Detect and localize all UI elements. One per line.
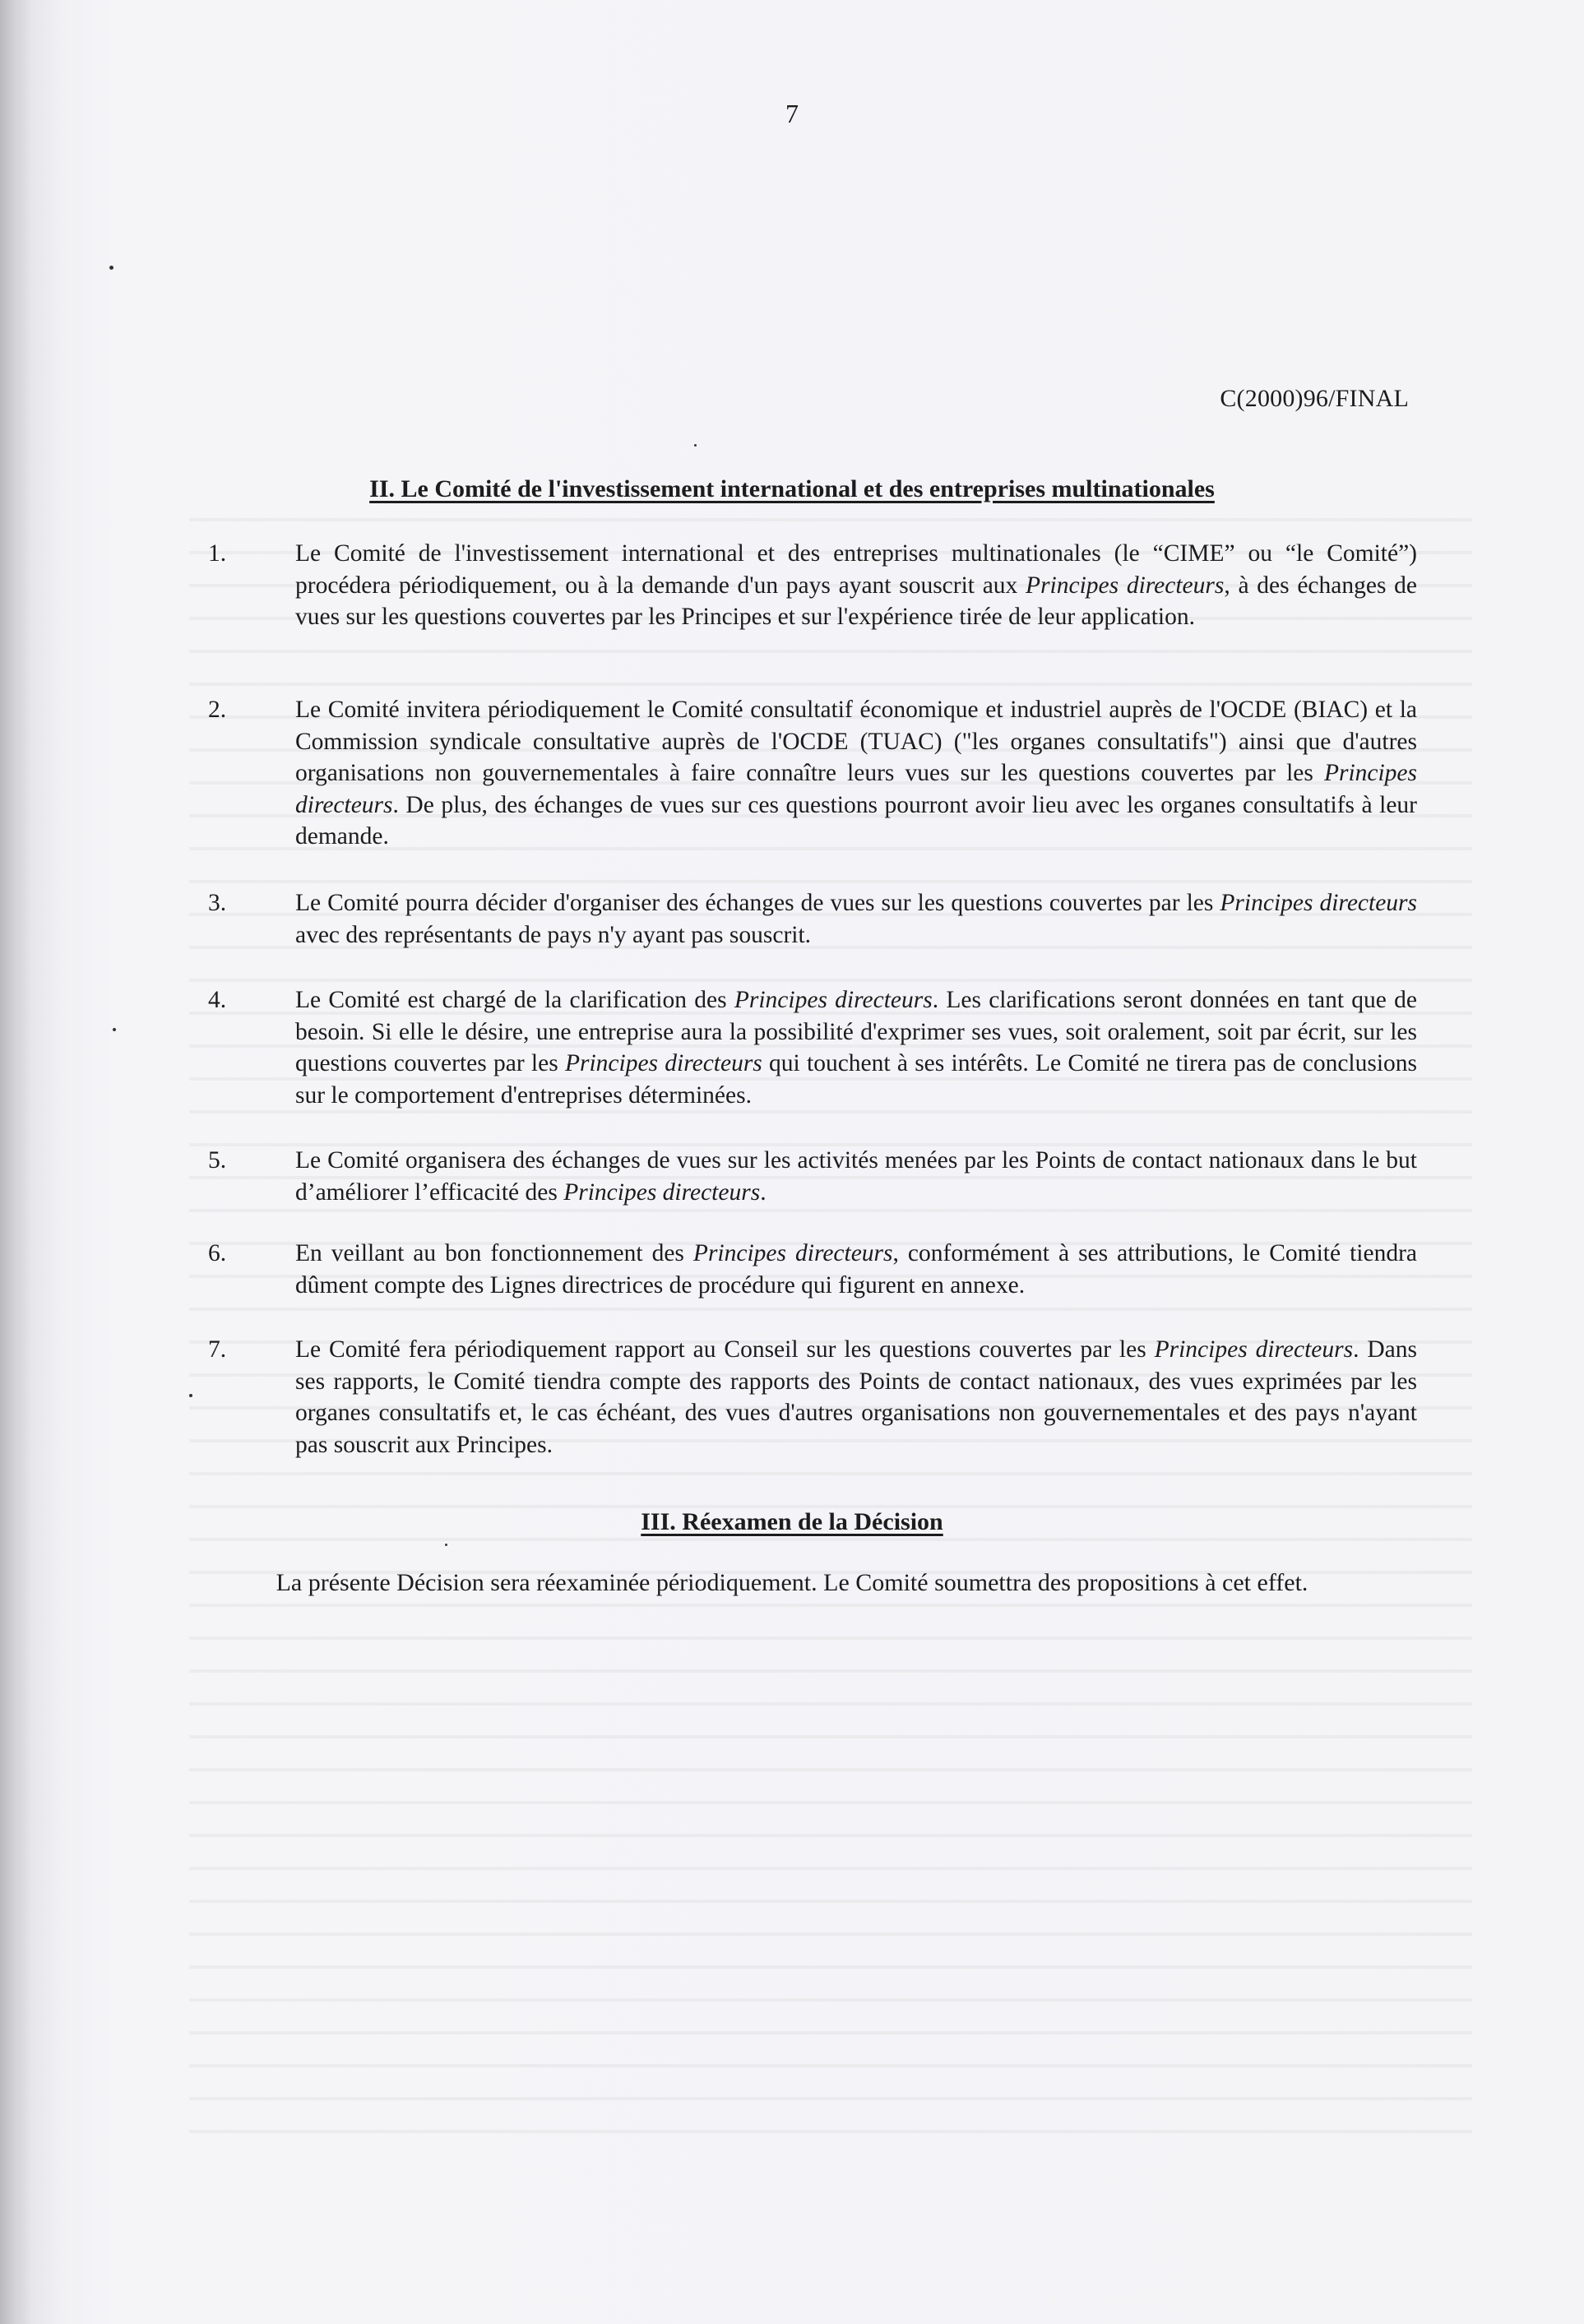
paragraph-1 <box>208 538 1417 633</box>
document-reference: C(2000)96/FINAL <box>1220 385 1409 412</box>
paragraph-6 <box>208 1238 1417 1301</box>
paragraph-5 <box>208 1145 1417 1208</box>
scan-speck <box>189 1394 192 1397</box>
paragraph-3 <box>208 887 1417 951</box>
paragraph-4 <box>208 984 1417 1111</box>
section-3-heading: III. Réexamen de la Décision <box>641 1508 943 1535</box>
paragraph-number: 7. <box>208 1336 227 1363</box>
scan-speck <box>445 1544 447 1546</box>
paragraph-text: Le Comité invitera périodiquement le Comité consultatif économique et industriel auprès de l'OCDE (BIAC) et la Commission syndicale consultative auprès de l'OCDE (TUAC) ("les organes consultatifs") ainsi que d'autres organisations non gouvernementales à faire connaître leurs vues sur les questions couvertes par les Principes directeurs. De plus, des échanges de vues sur ces questions pourront avoir lieu avec les organes consultatifs à leur demande. <box>295 697 1417 850</box>
page-number: 7 <box>785 99 799 128</box>
paragraph-number: 4. <box>208 987 227 1013</box>
paragraph-text: Le Comité de l'investissement international et des entreprises multinationales (le “CIME” ou “le Comité”) procédera périodiquement, ou à la demande d'un pays ayant souscrit aux Principes directeurs, à des échanges de vues sur les questions couvertes par les Principes et sur l'expérience tirée de leur application. <box>295 540 1418 630</box>
binding-edge-shadow <box>0 0 31 2324</box>
paragraph-number: 2. <box>208 697 227 723</box>
paragraph-text: Le Comité pourra décider d'organiser des échanges de vues sur les questions couvertes par les Principes directeurs avec des représentants de pays n'y ayant pas souscrit. <box>295 890 1418 948</box>
scan-speck <box>694 444 697 447</box>
paragraph-7 <box>208 1334 1417 1461</box>
paragraph-number: 6. <box>208 1240 227 1266</box>
paragraph-number: 5. <box>208 1147 227 1174</box>
paragraph-text: Le Comité fera périodiquement rapport au Conseil sur les questions couvertes par les Principes directeurs. Dans ses rapports, le Comité tiendra compte des rapports des Points de contact nationaux, des vues exprimées par les organes consultatifs et, le cas échéant, des vues d'autres organisations non gouvernementales et des pays n'ayant pas souscrit aux Principes. <box>295 1336 1417 1458</box>
paragraph-text: Le Comité organisera des échanges de vues sur les activités menées par les Points de contact nationaux dans le but d’améliorer l’efficacité des Principes directeurs. <box>295 1147 1417 1206</box>
paragraph-text: Le Comité est chargé de la clarification des Principes directeurs. Les clarifications seront données en tant que de besoin. Si elle le désire, une entreprise aura la possibilité d'exprimer ses vues, soit oralement, soit par écrit, sur les questions couvertes par les Principes directeurs qui touchent à ses intérêts. Le Comité ne tirera pas de conclusions sur le comportement d'entreprises déterminées. <box>295 987 1418 1109</box>
paragraph-number: 3. <box>208 890 227 916</box>
scan-speck <box>109 266 113 270</box>
review-statement: La présente Décision sera réexaminée périodiquement. Le Comité soumettra des propositions à cet effet. <box>276 1569 1308 1596</box>
paragraph-2 <box>208 694 1417 853</box>
paragraph-text: En veillant au bon fonctionnement des Principes directeurs, conformément à ses attributions, le Comité tiendra dûment compte des Lignes directrices de procédure qui figurent en annexe. <box>295 1240 1418 1299</box>
section-2-heading: II. Le Comité de l'investissement international et des entreprises multinationales <box>369 475 1215 502</box>
paragraph-number: 1. <box>208 540 227 567</box>
scan-speck <box>113 1028 116 1031</box>
